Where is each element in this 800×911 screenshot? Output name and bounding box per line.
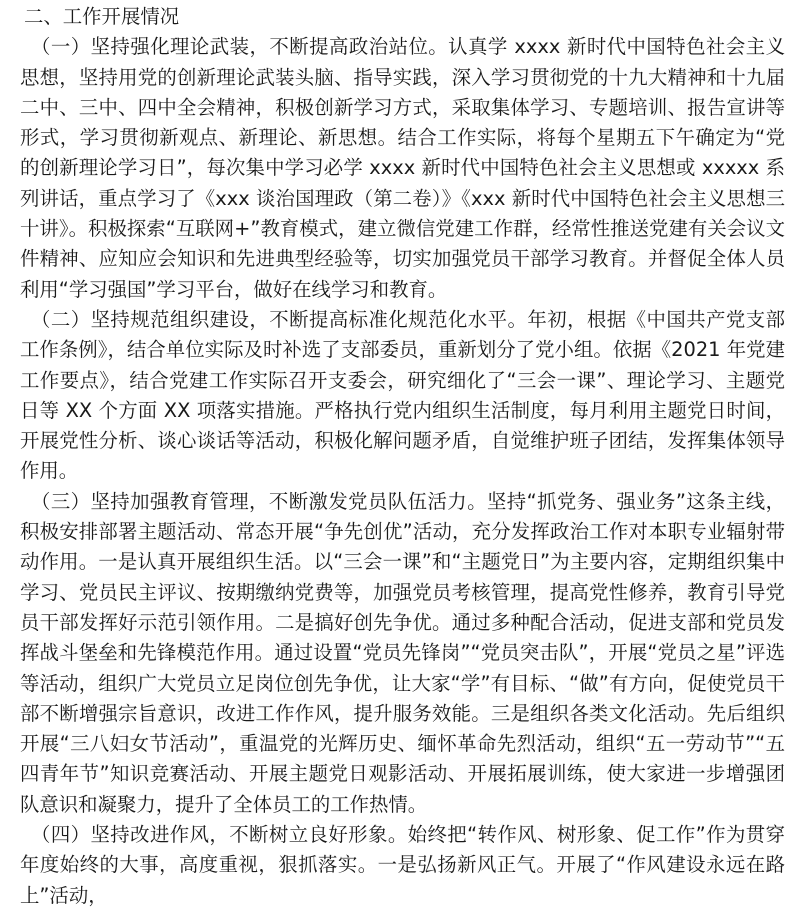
paragraph-organization-building: （二）坚持规范组织建设，不断提高标准化规范化水平。年初，根据《中国共产党支部工作条例》，结合单位实际及时补选了支部委员，重新划分了党小组。依据《2021 年党建工作要点》，结合党建工作实际召开支委会，研究细化了“三会一课”、理论学习、主题党日等 XX 个方面 XX 项落实措施。严格执行党内组织生活制度，每月利用主题党日时间，开展党性分析、谈心谈话等活动，积极化解问题矛盾，自觉维护班子团结，发挥集体领导作用。 [20, 307, 785, 483]
section-heading: 二、工作开展情况 [24, 5, 180, 28]
paragraph-work-style: （四）坚持改进作风，不断树立良好形象。始终把“转作风、树形象、促工作”作为贯穿年度始终的大事，高度重视，狠抓落实。一是弘扬新风正气。开展了“作风建设永远在路上”活动， [20, 823, 785, 907]
paragraph-education-management: （三）坚持加强教育管理，不断激发党员队伍活力。坚持“抓党务、强业务”这条主线，积极安排部署主题活动、常态开展“争先创优”活动，充分发挥政治工作对本职专业辐射带动作用。一是认真开展组织生活。以“三会一课”和“主题党日”为主要内容，定期组织集中学习、党员民主评议、按期缴纳党费等，加强党员考核管理，提高党性修养，教育引导党员干部发挥好示范引领作用。二是搞好创先争优。通过多种配合活动，促进支部和党员发挥战斗堡垒和先锋模范作用。通过设置“党员先锋岗”“党员突击队”，开展“党员之星”评选等活动，组织广大党员立足岗位创先争优，让大家“学”有目标、“做”有方向，促使党员干部不断增强宗旨意识，改进工作作风，提升服务效能。三是组织各类文化活动。先后组织开展“三八妇女节活动”，重温党的光辉历史、缅怀革命先烈活动，组织“五一劳动节”“五四青年节”知识竞赛活动、开展主题党日观影活动、开展拓展训练，使大家进一步增强团队意识和凝聚力，提升了全体员工的工作热情。 [20, 489, 785, 816]
paragraph-theory-study: （一）坚持强化理论武装，不断提高政治站位。认真学 xxxx 新时代中国特色社会主义思想，坚持用党的创新理论武装头脑、指导实践，深入学习贯彻党的十九大精神和十九届二中、三中、四中全会精神，积极创新学习方式，采取集体学习、专题培训、报告宣讲等形式，学习贯彻新观点、新理论、新思想。结合工作实际，将每个星期五下午确定为“党的创新理论学习日”，每次集中学习必学 xxxx 新时代中国特色社会主义思想或 xxxxx 系列讲话，重点学习了《xxx 谈治国理政（第二卷）》《xxx 新时代中国特色社会主义思想三十讲》。积极探索“互联网+”教育模式，建立微信党建工作群，经常性推送党建有关会议文件精神、应知应会知识和先进典型经验等，切实加强党员干部学习教育。并督促全体人员利用“学习强国”学习平台，做好在线学习和教育。 [20, 35, 785, 301]
document-body [20, 2, 785, 911]
